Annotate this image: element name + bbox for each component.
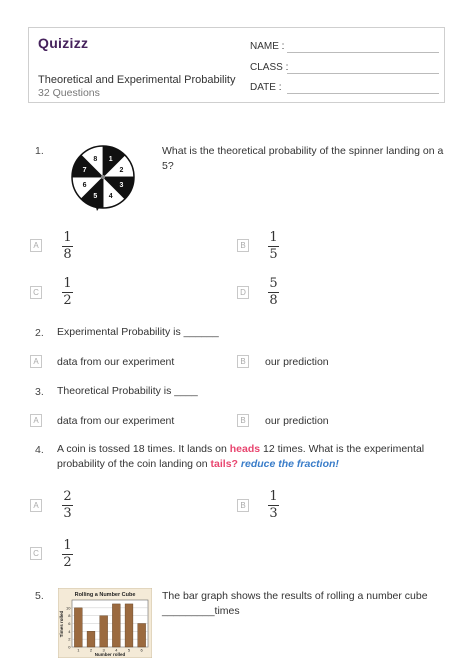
chart-y-tick-label: 0	[68, 644, 71, 650]
question-4-text	[57, 442, 457, 472]
chart-bar-2	[87, 631, 95, 647]
class-label: CLASS :	[250, 62, 289, 73]
q1-option-b-box[interactable]: B	[237, 239, 249, 252]
spinner-label-2: 2	[119, 166, 124, 174]
q2-option-a-box[interactable]: A	[30, 355, 42, 368]
q3-option-b-text[interactable]: our prediction	[265, 415, 329, 427]
question-2-number: 2.	[35, 327, 44, 339]
chart-title: Rolling a Number Cube	[74, 592, 136, 598]
question-1-text: What is the theoretical probability of the spinner landing on a 5?	[162, 145, 444, 172]
question-3-text: Theoretical Probability is ____	[57, 385, 198, 397]
q1-option-a-fraction[interactable]	[62, 231, 73, 262]
spinner-label-3: 3	[119, 182, 124, 190]
q4-option-c-fraction[interactable]	[62, 539, 73, 570]
q1-option-c-fraction[interactable]	[62, 277, 73, 308]
q2-option-b-box[interactable]: B	[237, 355, 249, 368]
q4-text-part2: 12 times. What is the experimental	[263, 443, 425, 455]
date-line	[287, 93, 439, 94]
quizizz-logo: Quizizz	[38, 35, 89, 51]
chart-y-axis-label: Times rolled	[59, 610, 64, 638]
chart-bar-3	[100, 616, 108, 647]
date-label: DATE :	[250, 82, 282, 93]
chart-y-tick-label: 8	[68, 613, 71, 619]
q3-option-a-text[interactable]: data from our experiment	[57, 415, 175, 427]
q1-a-numerator: 1	[63, 230, 72, 245]
bar-chart-image	[58, 588, 152, 658]
q1-c-denominator: 2	[63, 293, 72, 308]
q4-b-numerator: 1	[269, 489, 278, 504]
q3-option-a-box[interactable]: A	[30, 414, 42, 427]
chart-x-tick-label: 4	[115, 647, 118, 653]
q4-text-part3: probability of the coin landing on	[57, 458, 208, 470]
question-2-text: Experimental Probability is ______	[57, 326, 219, 338]
question-4-number: 4.	[35, 444, 44, 456]
chart-y-tick-label: 10	[66, 605, 71, 611]
q3-option-b-box[interactable]: B	[237, 414, 249, 427]
q1-d-denominator: 8	[269, 293, 278, 308]
q1-b-numerator: 1	[269, 230, 278, 245]
q4-option-b-fraction[interactable]	[268, 490, 279, 521]
q2-option-a-text[interactable]: data from our experiment	[57, 356, 175, 368]
spinner-label-8: 8	[93, 156, 98, 164]
chart-x-tick-label: 5	[127, 647, 131, 653]
q4-reduce-hint: reduce the fraction!	[240, 458, 339, 470]
q2-option-b-text[interactable]: our prediction	[265, 356, 329, 368]
worksheet-title: Theoretical and Experimental Probability	[38, 74, 236, 86]
chart-bar-6	[138, 624, 146, 648]
q4-heads-highlight: heads	[229, 443, 261, 455]
q4-c-numerator: 1	[63, 538, 72, 553]
q1-b-denominator: 5	[269, 247, 278, 262]
q1-d-numerator: 5	[269, 276, 278, 291]
spinner-label-7: 7	[82, 166, 87, 174]
question-count: 32 Questions	[38, 87, 100, 99]
spinner-label-6: 6	[82, 182, 87, 190]
question-3-number: 3.	[35, 386, 44, 398]
chart-y-tick-label: 2	[68, 636, 71, 642]
q1-c-numerator: 1	[63, 276, 72, 291]
q1-option-d-fraction[interactable]	[268, 277, 279, 308]
q4-option-b-box[interactable]: B	[237, 499, 249, 512]
class-line	[287, 73, 439, 74]
chart-x-tick-label: 2	[89, 647, 93, 653]
question-5-text	[162, 589, 457, 619]
q4-text-part1: A coin is tossed 18 times. It lands on	[57, 443, 227, 455]
q5-text-line1: The bar graph shows the results of rolling a number cube	[162, 590, 428, 602]
spinner-label-4: 4	[108, 192, 113, 200]
chart-x-tick-label: 1	[77, 647, 80, 653]
q4-option-a-box[interactable]: A	[30, 499, 42, 512]
chart-x-axis-label: Number rolled	[94, 652, 126, 657]
chart-bar-1	[74, 608, 82, 647]
q4-c-denominator: 2	[63, 555, 72, 570]
q1-option-a-box[interactable]: A	[30, 239, 42, 252]
q4-a-denominator: 3	[63, 506, 72, 521]
spinner-image	[66, 142, 144, 214]
chart-x-tick-label: 6	[140, 647, 143, 653]
q1-a-denominator: 8	[63, 247, 72, 262]
chart-y-tick-label: 4	[68, 628, 71, 634]
q1-option-c-box[interactable]: C	[30, 286, 42, 299]
name-label: NAME :	[250, 41, 285, 52]
spinner-label-1: 1	[108, 156, 113, 164]
chart-x-tick-label: 3	[102, 647, 105, 653]
q1-option-d-box[interactable]: D	[237, 286, 249, 299]
chart-bar-5	[125, 604, 133, 647]
question-5-number: 5.	[35, 590, 44, 602]
q4-option-a-fraction[interactable]	[62, 490, 73, 521]
q1-option-b-fraction[interactable]	[268, 231, 279, 262]
worksheet-header	[28, 27, 445, 103]
q5-text-line2: _________times	[162, 605, 240, 617]
q4-tails-highlight: tails?	[210, 458, 238, 470]
chart-bar-4	[112, 604, 120, 647]
name-line	[287, 52, 439, 53]
chart-y-tick-label: 6	[68, 621, 71, 626]
q4-a-numerator: 2	[63, 489, 72, 504]
q4-b-denominator: 3	[269, 506, 278, 521]
q4-option-c-box[interactable]: C	[30, 547, 42, 560]
question-1-number: 1.	[35, 145, 44, 157]
spinner-label-5: 5	[93, 192, 98, 200]
